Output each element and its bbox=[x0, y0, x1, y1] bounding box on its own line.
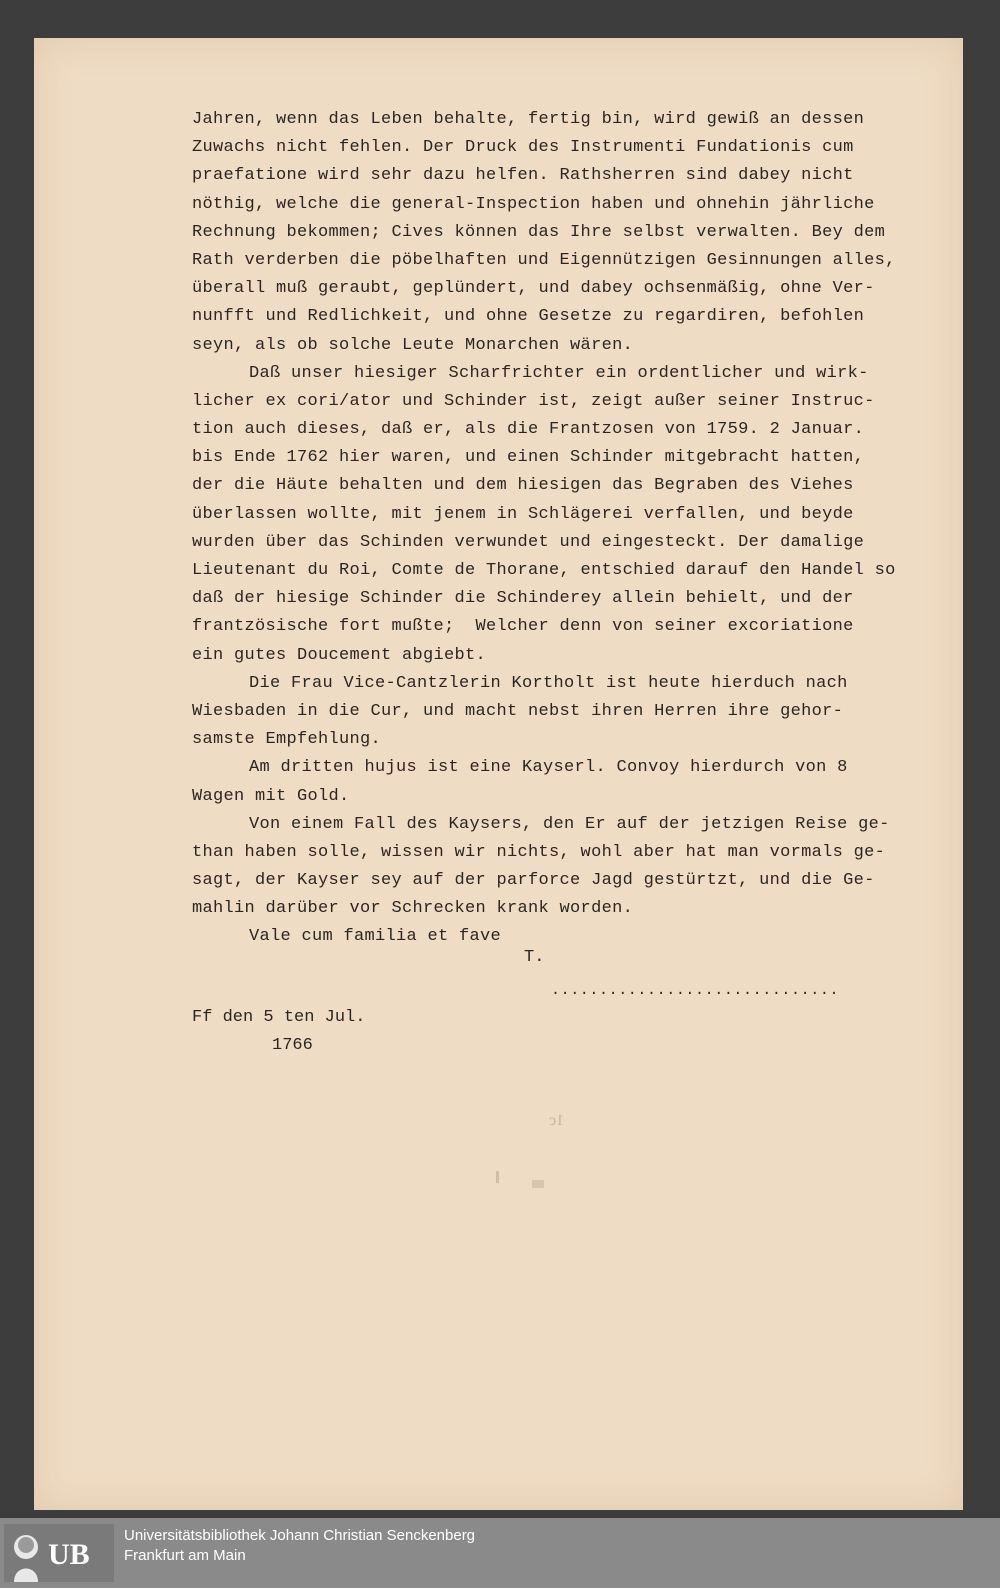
text-line: samste Empfehlung. bbox=[192, 730, 382, 750]
date-line: Ff den 5 ten Jul. bbox=[192, 1008, 366, 1027]
paragraph-start: Von einem Fall des Kaysers, den Er auf der jetzigen Reise ge- bbox=[249, 814, 890, 834]
text-line: tion auch dieses, daß er, als die Frantzosen von 1759. 2 Januar. bbox=[192, 420, 865, 440]
letter-body bbox=[192, 106, 962, 952]
text-line: licher ex cori/ator und Schinder ist, zeigt außer seiner Instruc- bbox=[192, 391, 875, 411]
ub-logo-icon bbox=[4, 1524, 114, 1582]
text-line: Jahren, wenn das Leben behalte, fertig bin, wird gewiß an dessen bbox=[192, 110, 865, 129]
text-line: daß der hiesige Schinder die Schinderey allein behielt, und der bbox=[192, 589, 854, 609]
logo-text: UB bbox=[48, 1538, 90, 1571]
text-line: der die Häute behalten und dem hiesigen das Begraben des Viehes bbox=[192, 476, 854, 496]
signature-dotted-line: .............................. bbox=[551, 982, 840, 999]
text-line: praefatione wird sehr dazu helfen. Rathsherren sind dabey nicht bbox=[192, 166, 854, 186]
closing-line: Vale cum familia et fave bbox=[249, 927, 502, 947]
text-line: Wiesbaden in die Cur, und macht nebst ihren Herren ihre gehor- bbox=[192, 701, 844, 721]
date-block bbox=[192, 1004, 365, 1060]
library-city: Frankfurt am Main bbox=[124, 1547, 246, 1564]
text-line: ein gutes Doucement abgiebt. bbox=[192, 645, 487, 665]
signature-initial: T. bbox=[524, 948, 545, 967]
text-line: sagt, der Kayser sey auf der parforce Jagd gestürtzt, und die Ge- bbox=[192, 871, 875, 891]
paragraph-start: Am dritten hujus ist eine Kayserl. Convoy hierdurch von 8 bbox=[249, 758, 848, 778]
faint-bleedthrough-mark: 1c bbox=[549, 1112, 565, 1129]
text-line: than haben solle, wissen wir nichts, wohl aber hat man vormals ge- bbox=[192, 842, 886, 862]
library-name: Universitätsbibliothek Johann Christian Senckenberg bbox=[124, 1527, 476, 1544]
text-line: Rath verderben die pöbelhaften und Eigennützigen Gesinnungen alles, bbox=[192, 250, 896, 270]
year: 1766 bbox=[272, 1036, 313, 1056]
text-line: nöthig, welche die general-Inspection haben und ohnehin jährliche bbox=[192, 194, 875, 214]
faint-smudge bbox=[496, 1171, 499, 1183]
text-line: Zuwachs nicht fehlen. Der Druck des Instrumenti Fundationis cum bbox=[192, 138, 854, 158]
text-line: wurden über das Schinden verwundet und eingesteckt. Der damalige bbox=[192, 532, 865, 552]
document-page bbox=[34, 38, 963, 1510]
text-line: mahlin darüber vor Schrecken krank worden. bbox=[192, 899, 634, 919]
library-footer bbox=[0, 1518, 1000, 1588]
text-line: nunfft und Redlichkeit, und ohne Gesetze zu regardiren, befohlen bbox=[192, 307, 865, 327]
text-line: Wagen mit Gold. bbox=[192, 786, 350, 806]
text-line: Lieutenant du Roi, Comte de Thorane, entschied darauf den Handel so bbox=[192, 561, 896, 580]
paragraph-start: Daß unser hiesiger Scharfrichter ein ordentlicher und wirk- bbox=[249, 363, 869, 383]
text-line: bis Ende 1762 hier waren, und einen Schinder mitgebracht hatten, bbox=[192, 448, 865, 468]
text-line: frantzösische fort mußte; Welcher denn von seiner excoriatione bbox=[192, 617, 854, 637]
text-line: seyn, als ob solche Leute Monarchen wären. bbox=[192, 335, 634, 355]
faint-smudge bbox=[532, 1180, 544, 1188]
text-line: überall muß geraubt, geplündert, und dabey ochsenmäßig, ohne Ver- bbox=[192, 279, 875, 299]
text-line: überlassen wollte, mit jenem in Schlägerei verfallen, und beyde bbox=[192, 504, 854, 524]
text-line: Rechnung bekommen; Cives können das Ihre selbst verwalten. Bey dem bbox=[192, 222, 886, 242]
footer-text bbox=[124, 1526, 475, 1566]
paragraph-start: Die Frau Vice-Cantzlerin Kortholt ist heute hierduch nach bbox=[249, 673, 848, 693]
